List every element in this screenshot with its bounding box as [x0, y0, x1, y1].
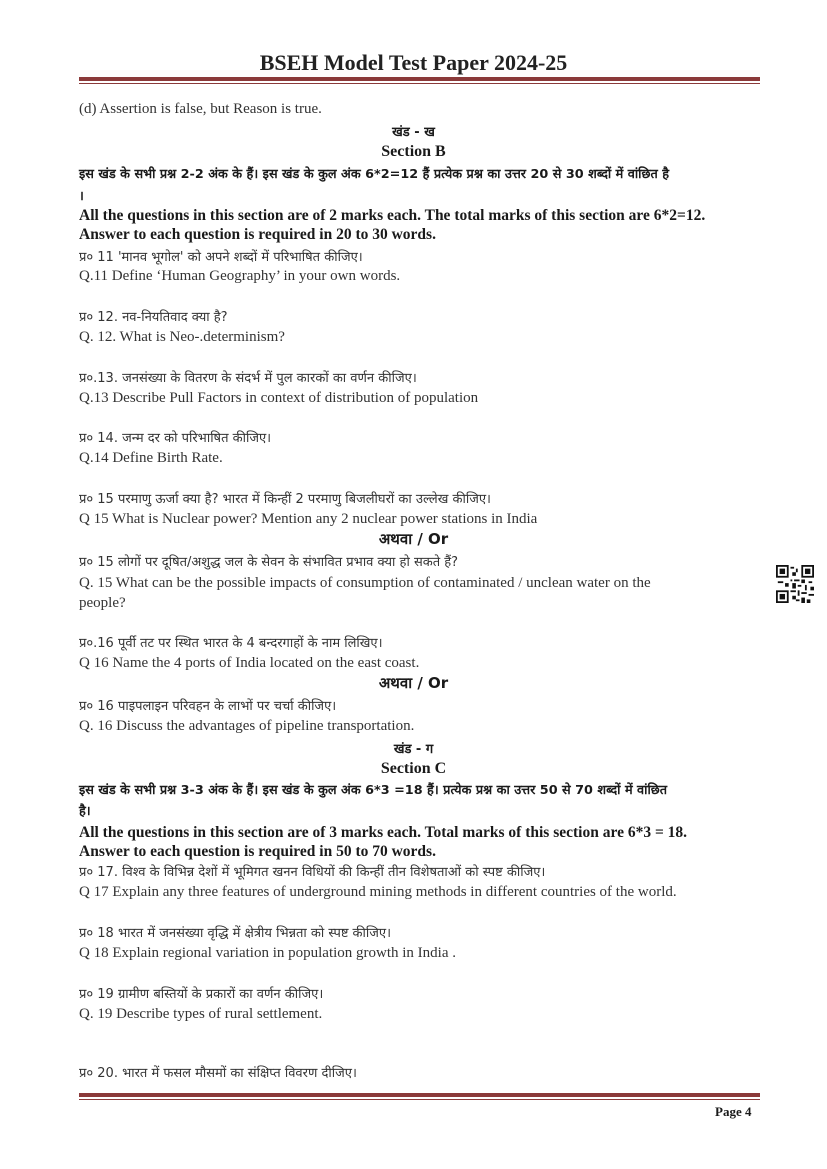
question-11-hindi: प्र० 11 'मानव भूगोल' को अपने शब्दों में परिभाषित कीजिए।	[79, 250, 363, 265]
or-divider-1: अथवा / Or	[378, 530, 449, 548]
section-c-heading-hindi: खंड - ग	[393, 742, 434, 757]
section-c-instructions-hindi-end: है।	[79, 804, 91, 819]
question-12-hindi: प्र० 12. नव-नियतिवाद क्या है?	[79, 310, 228, 325]
qr-code-icon	[776, 565, 814, 603]
section-c-heading: Section C	[380, 760, 447, 777]
section-b-instructions-english: All the questions in this section are of 2 marks each. The total marks of this section are 6*2=12.	[79, 207, 706, 224]
question-15-english: Q 15 What is Nuclear power? Mention any 2 nuclear power stations in India	[79, 511, 538, 527]
section-b-instructions-hindi-end: ।	[79, 189, 84, 204]
assertion-option-d: (d) Assertion is false, but Reason is true.	[79, 101, 322, 117]
section-b-instructions-hindi: इस खंड के सभी प्रश्न 2-2 अंक के हैं। इस खंड के कुल अंक 6*2=12 हैं प्रत्येक प्रश्न का उत्तर 20 से 30 शब्दों में वांछित है	[79, 167, 670, 182]
question-11-english: Q.11 Define ‘Human Geography’ in your own words.	[79, 268, 401, 284]
question-20-hindi: प्र० 20. भारत में फसल मौसमों का संक्षिप्त विवरण दीजिए।	[79, 1066, 357, 1081]
question-16-alt-hindi: प्र० 16 पाइपलाइन परिवहन के लाभों पर चर्चा कीजिए।	[79, 699, 337, 714]
page-number: Page 4	[715, 1104, 752, 1119]
question-13-english: Q.13 Describe Pull Factors in context of distribution of population	[79, 390, 479, 406]
section-b-heading: Section B	[381, 143, 446, 160]
question-16-hindi: प्र०.16 पूर्वी तट पर स्थित भारत के 4 बन्दरगाहों के नाम लिखिए।	[79, 636, 383, 651]
footer-rule-thin	[79, 1099, 760, 1100]
header-rule-thin	[79, 83, 760, 84]
question-15-alt-english-2: people?	[79, 595, 126, 611]
question-18-english: Q 18 Explain regional variation in population growth in India .	[79, 945, 457, 961]
question-16-english: Q 16 Name the 4 ports of India located on the east coast.	[79, 655, 420, 671]
question-13-hindi: प्र०.13. जनसंख्या के वितरण के संदर्भ में पुल कारकों का वर्णन कीजिए।	[79, 371, 417, 386]
question-15-hindi: प्र० 15 परमाणु ऊर्जा क्या है? भारत में किन्हीं 2 परमाणु बिजलीघरों का उल्लेख कीजिए।	[79, 492, 491, 507]
page-header-title: BSEH Model Test Paper 2024-25	[259, 50, 568, 75]
question-14-english: Q.14 Define Birth Rate.	[79, 450, 223, 466]
section-b-heading-hindi: खंड - ख	[392, 125, 435, 140]
section-b-instructions-english-2: Answer to each question is required in 20 to 30 words.	[79, 226, 436, 243]
question-19-hindi: प्र० 19 ग्रामीण बस्तियों के प्रकारों का वर्णन कीजिए।	[79, 987, 324, 1002]
question-15-alt-english: Q. 15 What can be the possible impacts of consumption of contaminated / unclean water on the	[79, 575, 651, 591]
footer-rule-thick	[79, 1093, 760, 1097]
section-c-instructions-hindi: इस खंड के सभी प्रश्न 3-3 अंक के हैं। इस खंड के कुल अंक 6*3 =18 हैं। प्रत्येक प्रश्न का उत्तर 50 से 70 शब्दों में वांछित	[79, 783, 668, 798]
header-rule-thick	[79, 77, 760, 81]
question-15-alt-hindi: प्र० 15 लोगों पर दूषित/अशुद्ध जल के सेवन के संभावित प्रभाव क्या हो सकते हैं?	[79, 555, 459, 570]
question-14-hindi: प्र० 14. जन्म दर को परिभाषित कीजिए।	[79, 431, 272, 446]
question-16-alt-english: Q. 16 Discuss the advantages of pipeline transportation.	[79, 718, 415, 734]
question-19-english: Q. 19 Describe types of rural settlement.	[79, 1006, 323, 1022]
question-18-hindi: प्र० 18 भारत में जनसंख्या वृद्धि में क्षेत्रीय भिन्नता को स्पष्ट कीजिए।	[79, 926, 392, 941]
question-17-hindi: प्र० 17. विश्व के विभिन्न देशों में भूमिगत खनन विधियों की किन्हीं तीन विशेषताओं को स्पष्ट कीजिए।	[79, 865, 546, 880]
section-c-instructions-english-2: Answer to each question is required in 50 to 70 words.	[79, 843, 436, 860]
section-c-instructions-english: All the questions in this section are of 3 marks each. Total marks of this section are 6*3 = 18.	[79, 824, 688, 841]
question-17-english: Q 17 Explain any three features of underground mining methods in different countries of the world.	[79, 884, 677, 900]
question-12-english: Q. 12. What is Neo-.determinism?	[79, 329, 285, 345]
or-divider-2: अथवा / Or	[378, 674, 449, 692]
